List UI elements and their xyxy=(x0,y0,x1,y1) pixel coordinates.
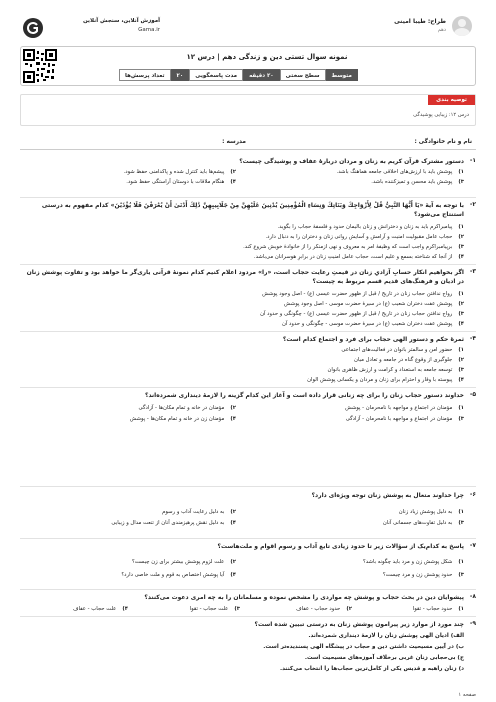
divider xyxy=(20,589,476,590)
option-3[interactable] xyxy=(243,243,464,251)
option-text: پوشش باید محسن و تمیزکننده باشد. xyxy=(371,179,453,185)
question-text: خداوند دستور حجاب زنان را برای چه زنانی قرار داده است و آغاز این کدام گزینه را لازمهٔ دینداری شمرده‌اند؟ xyxy=(144,392,464,399)
question-number: ۹- xyxy=(469,620,476,627)
option-2[interactable] xyxy=(124,168,236,176)
option-number: ۳) xyxy=(458,520,464,526)
option-4[interactable] xyxy=(111,519,236,527)
option-2[interactable] xyxy=(162,508,236,516)
option-3[interactable] xyxy=(383,571,464,579)
option-number: ۱) xyxy=(458,291,464,297)
option-2[interactable] xyxy=(265,233,464,241)
option-text: توسعه جامعه به استعداد و کرامت و ارزش ظاهری بانوان xyxy=(327,367,453,373)
question-number: ۱- xyxy=(469,157,476,164)
time-label: مدت پاسخگویی xyxy=(189,69,243,81)
option-text: از آنجا که شناخته بسمع و علیم است، حجاب عامل امنیتِ زنان در برابرِ هوسرانان می‌باشد. xyxy=(253,254,453,260)
option-number: ۴) xyxy=(122,606,128,612)
option-text: پوشش باید با ارزش‌های اخلاقی جامعه هماهنگ باشد. xyxy=(336,169,453,175)
note-tag: توصیه بندی xyxy=(428,95,475,105)
option-3[interactable] xyxy=(260,310,464,318)
question-6 xyxy=(20,491,476,535)
qr-code-icon xyxy=(23,49,57,83)
option-4[interactable] xyxy=(73,605,128,613)
option-3[interactable] xyxy=(383,519,464,527)
option-number: ۳) xyxy=(458,572,464,578)
option-number: ۲) xyxy=(458,234,464,240)
option-text: رواج ندافتن حجاب زنان در تاریخ / قبل از ظهور حضرت عیسی (ع) - اصل وجود پوشش xyxy=(262,291,453,297)
brand-url[interactable]: Gama.ir xyxy=(138,27,160,33)
question-number: ۸- xyxy=(469,593,476,600)
option-number: ۲) xyxy=(346,606,352,612)
option-number: ۲) xyxy=(230,509,236,515)
option-number: ۱) xyxy=(458,169,464,175)
option-number: ۴) xyxy=(230,179,236,185)
option-text: برپیامبراکرم واجب است که وظیفهٔ امر به معروف و نهی ازمنکر را از خانوادهٔ خویش شروع کند. xyxy=(243,244,453,250)
name-label: نام و نام خانوادگی : xyxy=(414,139,472,145)
divider xyxy=(20,331,476,332)
designer-name: طراح: طیبا امینی xyxy=(394,18,446,25)
divider xyxy=(20,538,476,539)
option-number: ۴) xyxy=(458,254,464,260)
option-text: پیامبراکرم باید به زنان و دخترانش و زنان بالیمان حدود و فلسفهٔ حجاب را بگوید. xyxy=(277,224,453,230)
count-value: ۲۰ xyxy=(171,69,190,81)
question-text: اگر بخواهیم انکار حسابِ آزادیِ زنان در قیمتِ رعایت حجاب است، «را» مردود اعلام کنیم کدام نمونهٔ قرآنی یاری‌گر ما خواهد بود و تفاوت پوشش زنان در ادیان و فرهنگ‌های قدیم قسم مربوط به چیست؟ xyxy=(26,269,464,285)
option-text: علت لزوم پوشش بیشتر برای زن چیست؟ xyxy=(131,559,225,565)
option-text: به دلیل تفاوت‌های جسمانی آنان xyxy=(382,520,453,526)
option-2[interactable] xyxy=(132,558,236,566)
level-label: سطح سختی xyxy=(280,69,326,81)
option-number: ۳) xyxy=(458,311,464,317)
question-number: ۷- xyxy=(469,542,476,549)
option-text: پیوسته با وقار و احترام برای زنان و مردان و یکسانی پوشش الوان xyxy=(307,377,453,383)
divider xyxy=(20,486,476,487)
option-text: مؤمنان در خانه و تمام مکان‌ها - آزادگی xyxy=(138,405,225,411)
option-number: ۳) xyxy=(234,606,240,612)
option-text: پوشش عفت دختران شعیب (ع) در سیرهٔ حضرت موسی - اصل وجود پوشش xyxy=(284,301,453,307)
option-number: ۴) xyxy=(458,321,464,327)
option-text: مؤمنان زن در خانه و تمام مکان‌ها - پوشش xyxy=(129,416,225,422)
option-text: حدود پوشش زن و مرد چیست؟ xyxy=(382,572,453,578)
statement-d: د) زنان راهبه و قدیس یکی از کامل‌ترین حجاب‌ها را انتخاب می‌کنند. xyxy=(279,666,464,672)
option-1[interactable] xyxy=(278,223,465,231)
option-2[interactable] xyxy=(296,605,352,613)
option-text: حجاب عامل مقبولیت امنیت و آرامش و آسایش روانی زنان و دختران را به دنبال دارد. xyxy=(265,234,453,240)
question-5 xyxy=(20,391,476,435)
avatar xyxy=(452,16,472,36)
option-text: به دلیل رعایت آداب و رسوم xyxy=(162,509,225,515)
option-text: پوشش عفت دختران شعیب (ع) در سیرهٔ حضرت موسی - چگونگی و حدود آن xyxy=(282,321,453,327)
option-1[interactable] xyxy=(399,508,464,516)
statement-b: ب) در آیین مسیحیت داشتن دین و حجاب در پیشگاه الهی پسندیده‌تر است. xyxy=(263,644,464,650)
option-text: حدود حجاب - عفاف xyxy=(296,606,341,612)
option-number: ۱) xyxy=(458,347,464,353)
question-number: ۳- xyxy=(469,268,476,275)
option-number: ۳) xyxy=(458,416,464,422)
level-value: متوسط xyxy=(326,69,358,81)
option-1[interactable] xyxy=(345,404,464,412)
option-text: پیشم‌ها باید کنترل شده و پاکدامنی حفظ شود. xyxy=(123,169,225,175)
statement-a: الف) ادیان الهی پوشش زنان را لازمهٔ دینداری شمرده‌اند. xyxy=(308,633,464,639)
option-1[interactable] xyxy=(262,290,464,298)
lesson-note xyxy=(20,94,476,126)
option-text: علت حجاب - عفاف xyxy=(73,606,117,612)
exam-info-box xyxy=(20,46,476,86)
option-2[interactable] xyxy=(354,356,464,364)
time-value: ۲۰ دقیقه xyxy=(243,69,280,81)
option-text: حدود حجاب - تقوا xyxy=(412,606,453,612)
question-1 xyxy=(20,157,476,197)
gama-logo-icon xyxy=(22,17,44,39)
option-number: ۱) xyxy=(458,405,464,411)
option-number: ۲) xyxy=(230,405,236,411)
option-number: ۴) xyxy=(230,416,236,422)
school-label: مدرسه : xyxy=(222,139,246,145)
option-2[interactable] xyxy=(139,404,236,412)
page-number: صفحه ۱ xyxy=(458,692,476,698)
option-1[interactable] xyxy=(341,346,464,354)
option-number: ۴) xyxy=(230,572,236,578)
question-number: ۲- xyxy=(469,201,476,208)
option-1[interactable] xyxy=(363,558,464,566)
option-number: ۳) xyxy=(458,179,464,185)
question-text: با توجه به آیهٔ «يَا أَيُّهَا النَّبِيُّ قُلْ لِأَزْوَاجِكَ وَبَنَاتِكَ وَنِسَاءِ الْمُؤْمِنِينَ يُدْنِينَ عَلَيْهِنَّ مِنْ جَلَابِيبِهِنَّ ذَٰلِكَ أَدْنَىٰ أَنْ يُعْرَفْنَ فَلَا يُؤْذَيْنَ» کدام مفهوم به درستی استنتاج می‌شود؟ xyxy=(41,202,464,218)
option-text: مؤمنان در اجتماع و مواجهه با نامحرمان - آزادگی xyxy=(345,416,453,422)
option-number: ۴) xyxy=(230,520,236,526)
question-text: چند مورد از موارد زیر پیرامون پوشش زنان به درستی تبیین شده است؟ xyxy=(254,621,464,628)
option-number: ۲) xyxy=(230,559,236,565)
option-number: ۳) xyxy=(458,367,464,373)
question-number: ۶- xyxy=(469,491,476,498)
option-text: حضور امن و سالمتر بانوان در فعالیت‌های اجتماعی xyxy=(341,347,453,353)
question-9 xyxy=(20,620,476,686)
option-text: علت حجاب - تقوا xyxy=(189,606,229,612)
option-4[interactable] xyxy=(126,178,236,186)
question-number: ۵- xyxy=(469,391,476,398)
option-3[interactable] xyxy=(371,178,464,186)
exam-stats xyxy=(119,69,358,81)
question-8 xyxy=(20,593,476,615)
student-info-line xyxy=(20,136,476,150)
option-number: ۲) xyxy=(458,301,464,307)
statement-c: ج) بی‌حجابی زنان غربی برخلاف آموزه‌های مسیحیت است. xyxy=(304,655,464,661)
option-number: ۱) xyxy=(458,224,464,230)
option-2[interactable] xyxy=(284,300,464,308)
divider xyxy=(20,197,476,198)
option-text: آیا پوشش اختصاص به قوم و ملت خاصی دارد؟ xyxy=(121,572,225,578)
option-number: ۱) xyxy=(458,509,464,515)
option-text: به دلیل پوشش زیاد زنان xyxy=(398,509,453,515)
question-text: ثمرهٔ حکم و دستور الهی حجاب برای فرد و اجتماع کدام است؟ xyxy=(282,336,464,343)
option-4[interactable] xyxy=(130,415,236,423)
divider xyxy=(20,616,476,617)
exam-title: نمونه سوال تستی دین و زندگی دهم | درس ۱۲ xyxy=(186,53,348,61)
option-text: مؤمنان در اجتماع و مواجهه با نامحرمان - پوشش xyxy=(345,405,453,411)
option-text: رواج ندافتن حجاب زنان در تاریخ / قبل از ظهور حضرت عیسی (ع) - چگونگی و حدود آن xyxy=(260,311,453,317)
option-number: ۱) xyxy=(458,606,464,612)
option-4[interactable] xyxy=(254,253,464,261)
option-3[interactable] xyxy=(190,605,240,613)
count-label: تعداد پرسش‌ها xyxy=(119,69,171,81)
note-text: درس ۱۲: زیبایی پوشیدگی xyxy=(413,112,469,118)
option-number: ۲) xyxy=(458,357,464,363)
option-1[interactable] xyxy=(337,168,464,176)
question-7 xyxy=(20,542,476,586)
option-text: به دلیل نقش پرهیزمندی آنان از تنعت مدال و زیبایی xyxy=(111,520,225,526)
option-number: ۱) xyxy=(458,559,464,565)
option-text: هنگام ملاقات با دوستان آراستگی حفظ شود. xyxy=(126,179,225,185)
option-text: جلوگیری از وقوع گناه در جامعه و تعادل میان xyxy=(354,357,453,363)
option-number: ۲) xyxy=(230,169,236,175)
option-4[interactable] xyxy=(121,571,236,579)
option-number: ۳) xyxy=(458,244,464,250)
question-text: پاسخ به کدام‌یک از سؤالات زیر تا حدود زیادی تابع آداب و رسوم اقوام و ملت‌هاست؟ xyxy=(217,543,464,550)
question-text: پیشوایان دین در بحث حجاب و پوشش چه مواردی را مشخص نموده و مسلمانان را به چه امری دعوت می‌کنند؟ xyxy=(144,594,464,601)
option-4[interactable] xyxy=(282,320,464,328)
divider xyxy=(20,387,476,388)
option-text: شکل پوشش زن و مرد باید چگونه باشد؟ xyxy=(362,559,453,565)
question-4 xyxy=(20,335,476,395)
question-text: چرا خداوند متعال به پوشش زنان توجه ویژه‌ای دارد؟ xyxy=(311,492,464,499)
divider xyxy=(20,264,476,265)
question-number: ۴- xyxy=(469,335,476,342)
page-header xyxy=(20,14,476,42)
option-4[interactable] xyxy=(307,376,464,384)
option-3[interactable] xyxy=(346,415,464,423)
option-number: ۴) xyxy=(458,377,464,383)
option-1[interactable] xyxy=(413,605,464,613)
option-3[interactable] xyxy=(328,366,464,374)
brand-name: آموزش آنلاین، سنجش آنلاین xyxy=(82,18,160,24)
question-text: دستور مشترک قرآن کریم به زنان و مردان دربارهٔ عفاف و پوشیدگی چیست؟ xyxy=(239,158,464,165)
grade-label: دهم xyxy=(437,27,446,33)
